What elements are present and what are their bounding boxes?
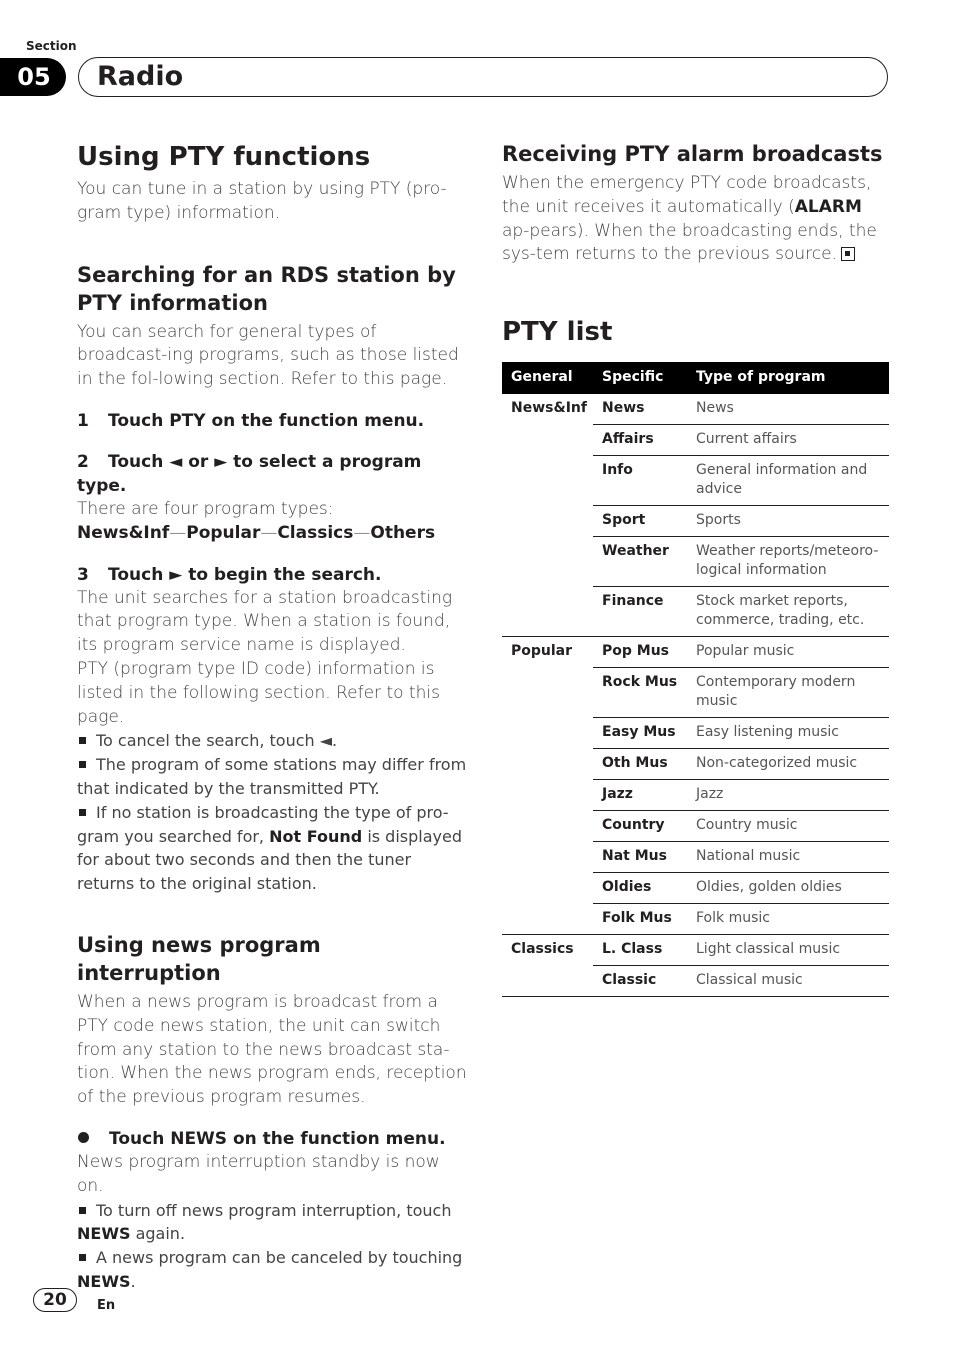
specific-cell: Nat Mus xyxy=(593,842,687,873)
note-cancel-search: To cancel the search, touch ◄. xyxy=(77,729,467,753)
note-program-differ: The program of some stations may differ from that indicated by the transmitted PTY. xyxy=(77,755,467,798)
end-of-section-icon xyxy=(841,247,855,261)
alarm-heading: Receiving PTY alarm broadcasts xyxy=(502,142,883,166)
type-cell: Weather reports/meteoro-logical information xyxy=(687,537,889,587)
specific-cell: Sport xyxy=(593,506,687,537)
type-cell: General information and advice xyxy=(687,456,889,506)
page-number: 20 xyxy=(33,1288,77,1312)
pty-table xyxy=(502,362,889,997)
step-2: 2 Touch ◄ or ► to select a program type. xyxy=(77,451,422,496)
specific-cell: Easy Mus xyxy=(593,718,687,749)
section-label: Section xyxy=(26,39,77,53)
type-cell: Folk music xyxy=(687,904,889,935)
news-step-body: News program interruption standby is now on. xyxy=(77,1151,440,1196)
step-3: 3 Touch ► to begin the search. xyxy=(77,564,382,585)
specific-cell: Folk Mus xyxy=(593,904,687,935)
type-cell: Stock market reports, commerce, trading, etc. xyxy=(687,587,889,637)
note-turn-off-news: To turn off news program interruption, touch NEWS again. xyxy=(77,1200,452,1244)
specific-cell: Oldies xyxy=(593,873,687,904)
square-bullet-icon xyxy=(79,1254,86,1261)
step-3-body-1: The unit searches for a station broadcasting that program type. When a station is found, its program service name is displayed. xyxy=(77,587,453,656)
general-cell: Classics xyxy=(502,935,593,997)
general-cell: News&Inf xyxy=(502,394,593,637)
specific-cell: Oth Mus xyxy=(593,749,687,780)
col-type: Type of program xyxy=(687,362,889,394)
specific-cell: Country xyxy=(593,811,687,842)
step-2-body: There are four program types: xyxy=(77,498,334,519)
type-cell: Oldies, golden oldies xyxy=(687,873,889,904)
specific-cell: News xyxy=(593,394,687,425)
step-3-body-2: PTY (program type ID code) information is listed in the following section. Refer to this page. xyxy=(77,658,440,727)
type-cell: National music xyxy=(687,842,889,873)
square-bullet-icon xyxy=(79,737,86,744)
square-bullet-icon xyxy=(79,761,86,768)
type-cell: Current affairs xyxy=(687,425,889,456)
pty-table-body xyxy=(502,394,889,997)
specific-cell: Rock Mus xyxy=(593,668,687,718)
col-general: General xyxy=(502,362,593,394)
type-cell: Popular music xyxy=(687,637,889,668)
specific-cell: Classic xyxy=(593,966,687,997)
right-column xyxy=(502,140,890,997)
square-bullet-icon xyxy=(79,809,86,816)
square-bullet-icon xyxy=(79,1207,86,1214)
page-title: Using PTY functions xyxy=(77,142,371,172)
specific-cell: Weather xyxy=(593,537,687,587)
type-cell: Country music xyxy=(687,811,889,842)
left-column xyxy=(77,140,467,1294)
type-cell: News xyxy=(687,394,889,425)
chapter-title-box xyxy=(78,57,888,97)
type-cell: Sports xyxy=(687,506,889,537)
pty-table-header xyxy=(502,362,889,394)
news-body: When a news program is broadcast from a PTY code news station, the unit can switch from any station to the news broadcast sta-tion. When the news program ends, reception of the previous program resumes. xyxy=(77,991,467,1108)
col-specific: Specific xyxy=(593,362,687,394)
note-not-found: If no station is broadcasting the type of pro-gram you searched for, Not Found is displayed for about two seconds and then the tuner returns to the original station. xyxy=(77,802,462,894)
type-cell: Jazz xyxy=(687,780,889,811)
alarm-body: When the emergency PTY code broadcasts, the unit receives it automatically (ALARM ap-pears). When the broadcasting ends, the sys-tem returns to the previous source. xyxy=(502,173,877,265)
table-row xyxy=(502,394,889,425)
step-1: 1 Touch PTY on the function menu. xyxy=(77,410,425,431)
specific-cell: Jazz xyxy=(593,780,687,811)
language-label: En xyxy=(97,1298,116,1313)
news-heading: Using news program interruption xyxy=(77,932,321,985)
chapter-title: Radio xyxy=(97,61,184,92)
search-heading: Searching for an RDS station by PTY information xyxy=(77,262,456,315)
type-cell: Light classical music xyxy=(687,935,889,966)
general-cell: Popular xyxy=(502,637,593,935)
type-cell: Contemporary modern music xyxy=(687,668,889,718)
type-cell: Easy listening music xyxy=(687,718,889,749)
specific-cell: Finance xyxy=(593,587,687,637)
table-row xyxy=(502,935,889,966)
specific-cell: Affairs xyxy=(593,425,687,456)
search-body: You can search for general types of broadcast-ing programs, such as those listed in the fol-lowing section. Refer to this page. xyxy=(77,321,459,390)
type-cell: Non-categorized music xyxy=(687,749,889,780)
section-number: 05 xyxy=(17,63,51,91)
specific-cell: L. Class xyxy=(593,935,687,966)
note-cancel-news: A news program can be canceled by touching NEWS. xyxy=(77,1248,463,1291)
table-row xyxy=(502,637,889,668)
intro-text: You can tune in a station by using PTY (pro-gram type) information. xyxy=(77,179,447,223)
pty-list-title: PTY list xyxy=(502,317,613,348)
specific-cell: Pop Mus xyxy=(593,637,687,668)
news-step: Touch NEWS on the function menu. xyxy=(77,1127,467,1151)
program-types: News&Inf—Popular—Classics—Others xyxy=(77,522,436,543)
round-bullet-icon xyxy=(78,1132,89,1143)
type-cell: Classical music xyxy=(687,966,889,997)
specific-cell: Info xyxy=(593,456,687,506)
